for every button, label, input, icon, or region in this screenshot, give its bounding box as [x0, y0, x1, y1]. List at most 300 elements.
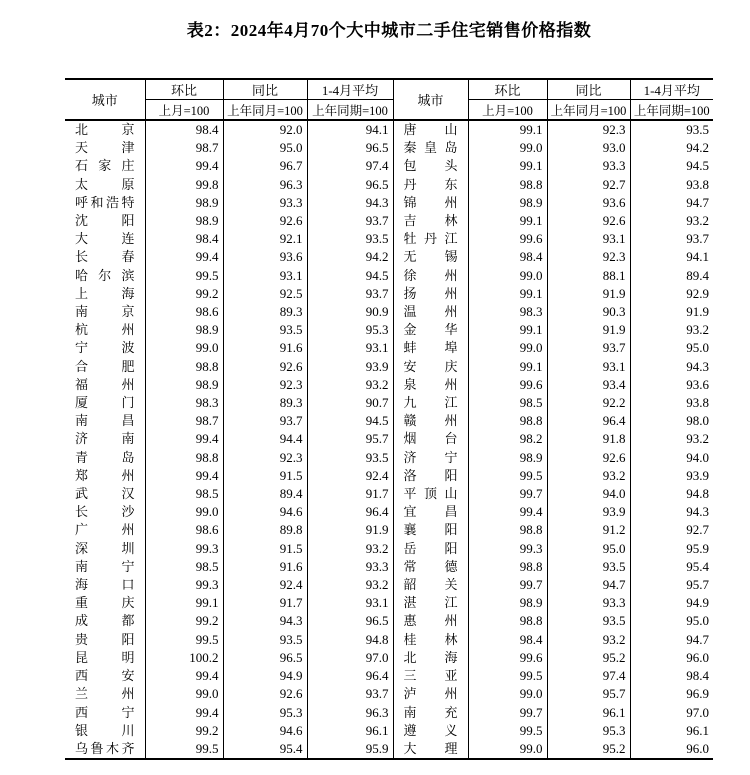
city-cell: 南昌 — [75, 413, 135, 429]
header-avg-left: 1-4月平均 — [307, 79, 393, 100]
value-cell: 94.2 — [307, 248, 393, 266]
value-cell: 95.7 — [630, 576, 713, 594]
value-cell: 94.8 — [630, 485, 713, 503]
city-cell: 上海 — [75, 285, 135, 301]
value-cell: 93.6 — [630, 376, 713, 394]
value-cell: 93.8 — [630, 394, 713, 412]
city-cell: 广州 — [75, 522, 135, 538]
value-cell: 93.5 — [223, 631, 307, 649]
value-cell: 93.5 — [547, 612, 630, 630]
value-cell: 93.1 — [307, 594, 393, 612]
city-cell: 武汉 — [75, 486, 135, 502]
value-cell: 91.9 — [547, 321, 630, 339]
city-cell: 西安 — [75, 668, 135, 684]
value-cell: 93.5 — [630, 120, 713, 139]
city-cell: 贵阳 — [75, 631, 135, 647]
header-avg-base-left: 上年同期=100 — [307, 100, 393, 121]
city-cell: 深圳 — [75, 540, 135, 556]
value-cell: 89.3 — [223, 303, 307, 321]
table-row — [65, 649, 713, 667]
value-cell: 94.8 — [307, 631, 393, 649]
value-cell: 98.0 — [630, 412, 713, 430]
value-cell: 95.3 — [223, 704, 307, 722]
city-cell: 无锡 — [393, 248, 468, 266]
table-row — [65, 540, 713, 558]
value-cell: 99.1 — [468, 157, 547, 175]
value-cell: 93.2 — [630, 430, 713, 448]
table-row — [65, 594, 713, 612]
page-content — [65, 0, 713, 760]
value-cell: 98.9 — [145, 376, 223, 394]
value-cell: 94.3 — [630, 503, 713, 521]
value-cell: 97.0 — [307, 649, 393, 667]
value-cell: 99.0 — [468, 339, 547, 357]
value-cell: 98.8 — [468, 558, 547, 576]
value-cell: 93.9 — [307, 358, 393, 376]
value-cell: 94.4 — [223, 430, 307, 448]
value-cell: 95.2 — [547, 740, 630, 759]
city-cell: 遵义 — [393, 722, 468, 740]
city-cell: 长沙 — [75, 504, 135, 520]
value-cell: 96.5 — [307, 612, 393, 630]
value-cell: 98.8 — [468, 612, 547, 630]
value-cell: 99.7 — [468, 576, 547, 594]
value-cell: 93.2 — [307, 540, 393, 558]
value-cell: 93.2 — [307, 576, 393, 594]
city-cell: 合肥 — [75, 358, 135, 374]
header-yoy-right: 同比 — [547, 79, 630, 100]
value-cell: 93.1 — [547, 358, 630, 376]
value-cell: 99.3 — [468, 540, 547, 558]
value-cell: 91.2 — [547, 521, 630, 539]
table-row — [65, 157, 713, 175]
header-mom-base-left: 上月=100 — [145, 100, 223, 121]
value-cell: 93.3 — [547, 157, 630, 175]
city-cell: 扬州 — [393, 285, 468, 303]
table-body — [65, 120, 713, 759]
table-row — [65, 449, 713, 467]
value-cell: 98.8 — [468, 176, 547, 194]
value-cell: 91.6 — [223, 339, 307, 357]
value-cell: 99.2 — [145, 285, 223, 303]
table-row — [65, 467, 713, 485]
table-row — [65, 430, 713, 448]
header-yoy-base-right: 上年同月=100 — [547, 100, 630, 121]
value-cell: 97.4 — [307, 157, 393, 175]
header-mom-left: 环比 — [145, 79, 223, 100]
value-cell: 98.4 — [145, 230, 223, 248]
value-cell: 95.4 — [630, 558, 713, 576]
value-cell: 92.6 — [547, 449, 630, 467]
city-cell: 西宁 — [75, 704, 135, 720]
value-cell: 98.8 — [468, 412, 547, 430]
value-cell: 92.7 — [547, 176, 630, 194]
table-row — [65, 612, 713, 630]
value-cell: 91.5 — [223, 467, 307, 485]
value-cell: 97.4 — [547, 667, 630, 685]
value-cell: 96.4 — [307, 503, 393, 521]
value-cell: 92.4 — [223, 576, 307, 594]
value-cell: 99.0 — [468, 267, 547, 285]
value-cell: 98.8 — [145, 358, 223, 376]
value-cell: 89.8 — [223, 521, 307, 539]
value-cell: 96.0 — [630, 649, 713, 667]
value-cell: 93.5 — [307, 449, 393, 467]
value-cell: 99.1 — [468, 358, 547, 376]
value-cell: 90.3 — [547, 303, 630, 321]
city-cell: 丹东 — [393, 176, 468, 194]
value-cell: 99.0 — [468, 685, 547, 703]
city-cell: 温州 — [393, 303, 468, 321]
value-cell: 89.3 — [223, 394, 307, 412]
value-cell: 94.3 — [307, 194, 393, 212]
value-cell: 99.0 — [468, 139, 547, 157]
city-cell: 徐州 — [393, 267, 468, 285]
city-cell: 海口 — [75, 577, 135, 593]
value-cell: 99.4 — [145, 430, 223, 448]
value-cell: 99.5 — [468, 467, 547, 485]
city-cell: 安庆 — [393, 358, 468, 376]
table-row — [65, 412, 713, 430]
value-cell: 93.5 — [547, 558, 630, 576]
table-row — [65, 321, 713, 339]
value-cell: 99.4 — [145, 704, 223, 722]
value-cell: 99.0 — [468, 740, 547, 759]
table-row — [65, 194, 713, 212]
city-cell: 锦州 — [393, 194, 468, 212]
value-cell: 98.5 — [145, 558, 223, 576]
city-cell: 厦门 — [75, 395, 135, 411]
city-cell: 包头 — [393, 157, 468, 175]
value-cell: 91.9 — [630, 303, 713, 321]
value-cell: 99.8 — [145, 176, 223, 194]
city-cell: 成都 — [75, 613, 135, 629]
table-row — [65, 267, 713, 285]
value-cell: 93.2 — [630, 321, 713, 339]
value-cell: 94.3 — [630, 358, 713, 376]
value-cell: 93.8 — [630, 176, 713, 194]
city-cell: 南京 — [75, 304, 135, 320]
value-cell: 96.5 — [307, 176, 393, 194]
city-cell: 杭州 — [75, 322, 135, 338]
header-yoy-left: 同比 — [223, 79, 307, 100]
value-cell: 98.3 — [468, 303, 547, 321]
value-cell: 99.1 — [468, 285, 547, 303]
city-cell: 天津 — [75, 140, 135, 156]
city-cell: 沈阳 — [75, 213, 135, 229]
value-cell: 89.4 — [223, 485, 307, 503]
city-cell: 南宁 — [75, 558, 135, 574]
value-cell: 95.0 — [547, 540, 630, 558]
value-cell: 91.7 — [307, 485, 393, 503]
value-cell: 99.0 — [145, 503, 223, 521]
value-cell: 99.5 — [468, 722, 547, 740]
value-cell: 96.4 — [547, 412, 630, 430]
city-cell: 九江 — [393, 394, 468, 412]
value-cell: 96.5 — [307, 139, 393, 157]
value-cell: 93.1 — [223, 267, 307, 285]
city-cell: 石家庄 — [75, 158, 135, 174]
city-cell: 昆明 — [75, 649, 135, 665]
value-cell: 96.4 — [307, 667, 393, 685]
table-row — [65, 176, 713, 194]
value-cell: 92.0 — [223, 120, 307, 139]
city-cell: 烟台 — [393, 430, 468, 448]
value-cell: 92.4 — [307, 467, 393, 485]
value-cell: 99.1 — [468, 212, 547, 230]
value-cell: 91.9 — [307, 521, 393, 539]
value-cell: 93.1 — [547, 230, 630, 248]
table-row — [65, 631, 713, 649]
value-cell: 98.6 — [145, 521, 223, 539]
value-cell: 92.6 — [223, 685, 307, 703]
value-cell: 99.3 — [145, 576, 223, 594]
value-cell: 93.3 — [547, 594, 630, 612]
city-cell: 宁波 — [75, 340, 135, 356]
value-cell: 91.7 — [223, 594, 307, 612]
table-row — [65, 303, 713, 321]
table-row — [65, 722, 713, 740]
value-cell: 91.5 — [223, 540, 307, 558]
value-cell: 89.4 — [630, 267, 713, 285]
value-cell: 92.5 — [223, 285, 307, 303]
value-cell: 92.6 — [223, 358, 307, 376]
city-cell: 唐山 — [393, 120, 468, 139]
city-cell: 牡丹江 — [393, 230, 468, 248]
table-row — [65, 685, 713, 703]
table-row — [65, 503, 713, 521]
table-row — [65, 230, 713, 248]
value-cell: 95.3 — [307, 321, 393, 339]
value-cell: 93.2 — [307, 376, 393, 394]
city-cell: 吉林 — [393, 212, 468, 230]
value-cell: 98.5 — [145, 485, 223, 503]
table-row — [65, 667, 713, 685]
header-city-left: 城市 — [65, 79, 145, 120]
table-row — [65, 485, 713, 503]
table-row — [65, 521, 713, 539]
value-cell: 99.3 — [145, 540, 223, 558]
value-cell: 94.2 — [630, 139, 713, 157]
table-row — [65, 339, 713, 357]
value-cell: 99.1 — [468, 321, 547, 339]
city-cell: 泉州 — [393, 376, 468, 394]
city-cell: 乌鲁木齐 — [75, 740, 135, 756]
city-cell: 兰州 — [75, 686, 135, 702]
value-cell: 98.4 — [145, 120, 223, 139]
value-cell: 92.2 — [547, 394, 630, 412]
value-cell: 92.7 — [630, 521, 713, 539]
value-cell: 96.1 — [547, 704, 630, 722]
city-cell: 洛阳 — [393, 467, 468, 485]
city-cell: 济宁 — [393, 449, 468, 467]
value-cell: 88.1 — [547, 267, 630, 285]
value-cell: 93.5 — [307, 230, 393, 248]
value-cell: 99.0 — [145, 339, 223, 357]
value-cell: 98.3 — [145, 394, 223, 412]
value-cell: 98.9 — [468, 194, 547, 212]
city-cell: 桂林 — [393, 631, 468, 649]
city-cell: 平顶山 — [393, 485, 468, 503]
value-cell: 98.9 — [468, 449, 547, 467]
value-cell: 93.7 — [630, 230, 713, 248]
table-row — [65, 558, 713, 576]
header-city-right: 城市 — [393, 79, 468, 120]
value-cell: 93.9 — [630, 467, 713, 485]
value-cell: 99.5 — [145, 631, 223, 649]
value-cell: 96.0 — [630, 740, 713, 759]
city-cell: 太原 — [75, 176, 135, 192]
value-cell: 92.6 — [223, 212, 307, 230]
value-cell: 93.0 — [547, 139, 630, 157]
table-row — [65, 358, 713, 376]
value-cell: 98.4 — [468, 631, 547, 649]
city-cell: 郑州 — [75, 467, 135, 483]
value-cell: 93.5 — [223, 321, 307, 339]
table-row — [65, 139, 713, 157]
value-cell: 99.7 — [468, 485, 547, 503]
value-cell: 97.0 — [630, 704, 713, 722]
city-cell: 泸州 — [393, 685, 468, 703]
value-cell: 98.9 — [468, 594, 547, 612]
value-cell: 96.5 — [223, 649, 307, 667]
city-cell: 湛江 — [393, 594, 468, 612]
value-cell: 96.3 — [307, 704, 393, 722]
value-cell: 98.6 — [145, 303, 223, 321]
value-cell: 96.7 — [223, 157, 307, 175]
value-cell: 96.1 — [307, 722, 393, 740]
table-row — [65, 576, 713, 594]
value-cell: 98.5 — [468, 394, 547, 412]
city-cell: 三亚 — [393, 667, 468, 685]
city-cell: 金华 — [393, 321, 468, 339]
value-cell: 98.2 — [468, 430, 547, 448]
value-cell: 99.5 — [145, 267, 223, 285]
value-cell: 98.9 — [145, 194, 223, 212]
value-cell: 95.0 — [630, 339, 713, 357]
value-cell: 99.1 — [468, 120, 547, 139]
city-cell: 大理 — [393, 740, 468, 759]
table-row — [65, 376, 713, 394]
table-row — [65, 285, 713, 303]
value-cell: 94.3 — [223, 612, 307, 630]
value-cell: 95.9 — [630, 540, 713, 558]
value-cell: 90.7 — [307, 394, 393, 412]
header-row-2 — [65, 100, 713, 121]
value-cell: 95.0 — [223, 139, 307, 157]
header-mom-base-right: 上月=100 — [468, 100, 547, 121]
city-cell: 大连 — [75, 231, 135, 247]
value-cell: 93.6 — [223, 248, 307, 266]
value-cell: 98.7 — [145, 412, 223, 430]
table-row — [65, 120, 713, 139]
value-cell: 94.0 — [547, 485, 630, 503]
value-cell: 94.9 — [223, 667, 307, 685]
value-cell: 100.2 — [145, 649, 223, 667]
city-cell: 哈尔滨 — [75, 267, 135, 283]
value-cell: 92.3 — [547, 248, 630, 266]
value-cell: 95.4 — [223, 740, 307, 759]
city-cell: 韶关 — [393, 576, 468, 594]
value-cell: 96.9 — [630, 685, 713, 703]
value-cell: 93.7 — [307, 285, 393, 303]
city-cell: 银川 — [75, 722, 135, 738]
city-cell: 重庆 — [75, 595, 135, 611]
value-cell: 98.9 — [145, 321, 223, 339]
value-cell: 93.1 — [307, 339, 393, 357]
city-cell: 岳阳 — [393, 540, 468, 558]
value-cell: 93.2 — [547, 631, 630, 649]
city-cell: 济南 — [75, 431, 135, 447]
value-cell: 94.9 — [630, 594, 713, 612]
value-cell: 98.7 — [145, 139, 223, 157]
value-cell: 93.7 — [307, 685, 393, 703]
value-cell: 94.7 — [547, 576, 630, 594]
value-cell: 95.9 — [307, 740, 393, 759]
value-cell: 98.4 — [630, 667, 713, 685]
table-row — [65, 740, 713, 759]
value-cell: 96.1 — [630, 722, 713, 740]
value-cell: 93.3 — [307, 558, 393, 576]
city-cell: 蚌埠 — [393, 339, 468, 357]
value-cell: 99.1 — [145, 594, 223, 612]
value-cell: 99.0 — [145, 685, 223, 703]
value-cell: 98.8 — [468, 521, 547, 539]
value-cell: 98.9 — [145, 212, 223, 230]
header-avg-base-right: 上年同期=100 — [630, 100, 713, 121]
price-index-table — [65, 78, 713, 760]
value-cell: 99.6 — [468, 376, 547, 394]
value-cell: 99.6 — [468, 649, 547, 667]
value-cell: 99.4 — [145, 667, 223, 685]
city-cell: 北京 — [75, 122, 135, 137]
value-cell: 91.6 — [223, 558, 307, 576]
value-cell: 98.8 — [145, 449, 223, 467]
city-cell: 长春 — [75, 249, 135, 265]
value-cell: 99.4 — [468, 503, 547, 521]
value-cell: 90.9 — [307, 303, 393, 321]
value-cell: 99.4 — [145, 248, 223, 266]
value-cell: 99.4 — [145, 157, 223, 175]
value-cell: 94.5 — [307, 412, 393, 430]
value-cell: 93.2 — [547, 467, 630, 485]
value-cell: 94.7 — [630, 194, 713, 212]
table-header — [65, 79, 713, 120]
value-cell: 99.5 — [468, 667, 547, 685]
value-cell: 95.2 — [547, 649, 630, 667]
city-cell: 青岛 — [75, 449, 135, 465]
value-cell: 93.4 — [547, 376, 630, 394]
value-cell: 92.9 — [630, 285, 713, 303]
city-cell: 北海 — [393, 649, 468, 667]
value-cell: 94.5 — [630, 157, 713, 175]
city-cell: 赣州 — [393, 412, 468, 430]
value-cell: 99.2 — [145, 722, 223, 740]
value-cell: 92.3 — [223, 449, 307, 467]
value-cell: 94.6 — [223, 722, 307, 740]
value-cell: 99.6 — [468, 230, 547, 248]
city-cell: 常德 — [393, 558, 468, 576]
value-cell: 92.1 — [223, 230, 307, 248]
value-cell: 91.9 — [547, 285, 630, 303]
value-cell: 93.7 — [307, 212, 393, 230]
value-cell: 94.0 — [630, 449, 713, 467]
value-cell: 99.4 — [145, 467, 223, 485]
value-cell: 95.7 — [547, 685, 630, 703]
page-title: 表2：2024年4月70个大中城市二手住宅销售价格指数 — [186, 21, 592, 40]
value-cell: 99.5 — [145, 740, 223, 759]
value-cell: 99.2 — [145, 612, 223, 630]
